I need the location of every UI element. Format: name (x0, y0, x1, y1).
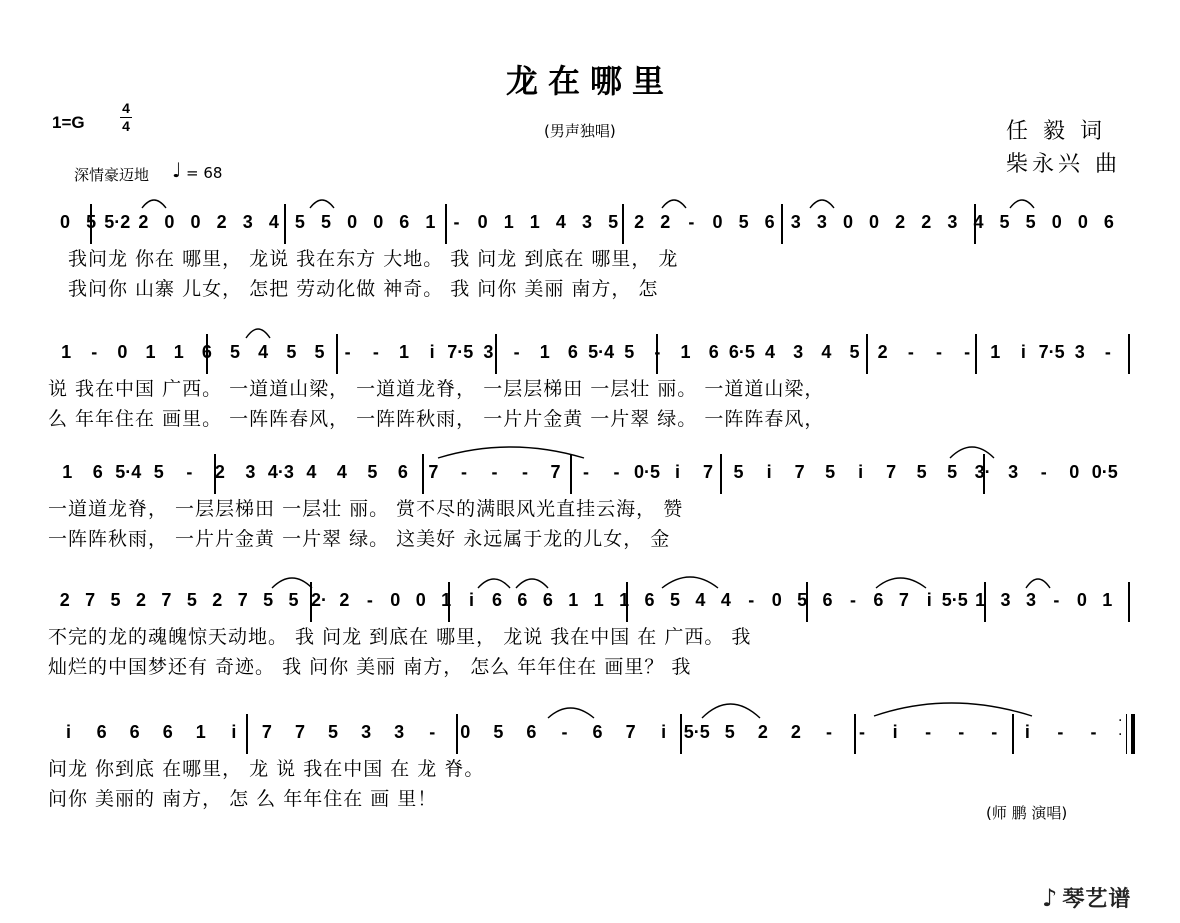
note-digit: - (613, 462, 620, 482)
note-digit: - (654, 342, 661, 362)
tempo-value: = 68 (186, 164, 223, 182)
note-digit: 0 (415, 590, 426, 610)
note-digit: 5 (608, 212, 619, 232)
note-digit: 6 (708, 342, 719, 362)
slur-arc (548, 708, 594, 718)
note-digit: 0 (60, 212, 71, 232)
note-digit: 5 (321, 212, 332, 232)
note-digit: 1 (680, 342, 691, 362)
lyric-verse-1: 一道道龙脊， 一层层梯田 一层壮 丽。 赏不尽的满眼风光直挂云海， 赞 (48, 498, 684, 520)
note-digit: 5 (110, 590, 121, 610)
note-digit: i (66, 722, 72, 742)
note-digit: 7 (898, 590, 909, 610)
note-digit: 5 (1025, 212, 1036, 232)
note-digit: 5 (86, 212, 97, 232)
note-digit: - (583, 462, 589, 482)
note-digit: i (892, 722, 898, 742)
note-digit: - (935, 342, 942, 362)
performance-note: (男声独唱) (544, 122, 616, 140)
note-digit: 4 (973, 212, 984, 232)
logo-text: 琴艺谱 (1062, 887, 1132, 912)
slur-arc (876, 578, 926, 588)
note-digit: - (748, 590, 755, 610)
note-digit: 7 (161, 590, 172, 610)
note-digit: - (688, 212, 695, 232)
note-digit: 5 (493, 722, 504, 742)
note-digit: 0 (869, 212, 880, 232)
note-digit: 0 (477, 212, 488, 232)
note-digit: 6 (129, 722, 140, 742)
note-digit: 6 (542, 590, 553, 610)
note-digit: i (1024, 722, 1030, 742)
note-digit: 5 (947, 462, 958, 482)
note-digit: 2 (634, 212, 645, 232)
note-digit: 5·5 (941, 590, 968, 610)
note-digit: 6 (92, 462, 103, 482)
logo-mark-icon: ♪ (1042, 884, 1059, 912)
note-digit: 2 (216, 212, 227, 232)
note-digit: i (1020, 342, 1026, 362)
song-title: 龙在哪里 (505, 62, 674, 100)
note-digit: 2· (310, 590, 328, 610)
lyric-verse-2: 问你 美丽的 南方， 怎 么 年年住在 画 里！ (48, 788, 438, 810)
note-digit: - (964, 342, 971, 362)
note-digit: 6 (491, 590, 503, 610)
note-digit: - (1090, 722, 1097, 742)
note-digit: 6 (397, 462, 408, 482)
note-digit: - (344, 342, 351, 362)
note-digit: - (850, 590, 856, 610)
note-digit: 0 (347, 212, 358, 232)
note-digit: 5 (186, 590, 197, 610)
quarter-note-icon: ♩ (172, 158, 182, 182)
note-digit: - (1104, 342, 1111, 362)
note-digit: 5·4 (115, 462, 142, 482)
note-digit: 0 (460, 722, 471, 742)
note-digit: 0 (1077, 212, 1088, 232)
note-digit: 3 (947, 212, 958, 232)
key-signature: 1=G (52, 113, 85, 132)
note-digit: - (958, 722, 965, 742)
note-digit: 1 (398, 342, 409, 362)
note-digit: 5 (367, 462, 378, 482)
note-digit: - (186, 462, 193, 482)
note-digit: 5 (288, 590, 299, 610)
note-digit: 3 (483, 342, 494, 362)
slur-arc (662, 577, 718, 588)
note-digit: - (1057, 722, 1064, 742)
tempo-marking: 深情豪迈地 (74, 166, 150, 184)
note-digit: 6 (1103, 212, 1114, 232)
note-digit: 5 (153, 462, 164, 482)
note-digit: 0 (164, 212, 175, 232)
note-digit: 0 (373, 212, 384, 232)
note-digit: 2 (339, 590, 350, 610)
note-digit: 5 (286, 342, 297, 362)
note-digit: 5·5 (683, 722, 710, 742)
note-digit: 5 (230, 342, 241, 362)
note-digit: i (231, 722, 237, 742)
lyric-verse-2: 么 年年住在 画里。 一阵阵春风， 一阵阵秋雨， 一片片金黄 一片翠 绿。 一阵阵春风， (48, 408, 825, 430)
slur-arc (438, 447, 584, 458)
note-digit: 7 (703, 462, 714, 482)
note-digit: 7 (85, 590, 96, 610)
note-digit: 4 (720, 590, 731, 610)
note-digit: 5 (733, 462, 744, 482)
slur-arc (1026, 579, 1050, 588)
note-digit: 2 (214, 462, 225, 482)
note-digit: 1 (425, 212, 436, 232)
slur-arc (662, 200, 686, 208)
note-digit: i (675, 462, 681, 482)
note-digit: 1 (619, 590, 630, 610)
note-digit: 1 (593, 590, 604, 610)
note-digit: 1 (173, 342, 184, 362)
lyric-verse-2: 灿烂的中国梦还有 奇迹。 我 问你 美丽 南方， 怎么 年年住在 画里？ 我 (48, 656, 692, 678)
note-digit: 1 (529, 212, 540, 232)
note-digit: - (825, 722, 832, 742)
note-digit: 5 (724, 722, 735, 742)
note-digit: 6 (822, 590, 833, 610)
slur-arc (272, 578, 312, 588)
note-digit: i (926, 590, 932, 610)
note-digit: 2 (877, 342, 888, 362)
note-digit: 5 (624, 342, 635, 362)
note-digit: - (491, 462, 498, 482)
note-digit: - (372, 342, 379, 362)
note-digit: - (907, 342, 914, 362)
note-digit: 5·4 (588, 342, 615, 362)
note-digit: 6 (96, 722, 107, 742)
note-digit: 3 (394, 722, 405, 742)
note-digit: 3 (242, 212, 253, 232)
note-digit: 5 (738, 212, 749, 232)
note-digit: 1 (62, 462, 73, 482)
note-digit: 4 (695, 590, 706, 610)
note-digit: 1 (441, 590, 452, 610)
lyric-verse-2: 我问你 山寨 儿女， 怎把 劳动化做 神奇。 我 问你 美丽 南方， 怎 (68, 278, 659, 300)
note-digit: 2 (138, 212, 149, 232)
time-signature-bottom: 4 (122, 118, 130, 134)
note-digit: 3 (361, 722, 372, 742)
note-digit: 2 (660, 212, 671, 232)
note-digit: 1 (503, 212, 514, 232)
slur-arc (310, 200, 334, 208)
note-digit: 6 (162, 722, 173, 742)
note-digit: 0 (117, 342, 128, 362)
note-digit: 3 (581, 212, 593, 232)
note-digit: 0·5 (634, 462, 661, 482)
note-digit: 3 (1008, 462, 1019, 482)
note-digit: 4 (555, 212, 566, 232)
note-digit: 5 (825, 462, 836, 482)
note-digit: 5 (669, 590, 681, 610)
note-digit: 7 (794, 462, 805, 482)
slur-arc (874, 703, 1032, 716)
lyric-verse-1: 不完的龙的魂魄惊天动地。 我 问龙 到底在 哪里， 龙说 我在中国 在 广西。 我 (48, 626, 752, 648)
slur-arc (702, 704, 760, 718)
note-digit: 7 (886, 462, 897, 482)
note-digit: - (991, 722, 998, 742)
note-digit: - (561, 722, 568, 742)
note-digit: - (453, 212, 460, 232)
note-digit: 4 (258, 342, 269, 362)
note-digit: i (429, 342, 435, 362)
lyric-verse-1: 我问龙 你在 哪里， 龙说 我在东方 大地。 我 问龙 到底在 哪里， 龙 (68, 248, 679, 270)
note-digit: - (366, 590, 373, 610)
note-digit: 3· (974, 462, 991, 482)
note-digit: - (91, 342, 98, 362)
note-digit: 4 (821, 342, 832, 362)
note-digit: 2 (135, 590, 147, 610)
note-digit: 4 (765, 342, 776, 362)
note-digit: 3 (245, 462, 256, 482)
note-digit: 6·5 (728, 342, 755, 362)
note-digit: 3 (1000, 590, 1011, 610)
note-digit: 7 (550, 462, 561, 482)
note-digit: i (661, 722, 667, 742)
note-digit: 3 (1074, 342, 1085, 362)
note-digit: i (469, 590, 475, 610)
note-digit: - (859, 722, 866, 742)
note-digit: 6 (644, 590, 655, 610)
note-digit: 0 (1076, 590, 1087, 610)
note-digit: 6 (517, 590, 528, 610)
note-digit: i (766, 462, 772, 482)
note-digit: 4 (268, 212, 279, 232)
note-digit: - (429, 722, 436, 742)
note-digit: 7 (261, 722, 272, 742)
note-digit: - (513, 342, 520, 362)
note-digit: 6 (526, 722, 537, 742)
note-digit: 7 (625, 722, 636, 742)
note-digit: 6 (764, 212, 775, 232)
composer-credit: 柴永兴 曲 (1006, 152, 1121, 177)
note-digit: 3 (816, 212, 827, 232)
note-digit: 5 (999, 212, 1010, 232)
note-digit: 5 (314, 342, 325, 362)
lyric-verse-1: 说 我在中国 广西。 一道道山梁， 一道道龙脊， 一层层梯田 一层壮 丽。 一道道山梁， (48, 378, 825, 400)
note-digit: 1 (195, 722, 206, 742)
note-digit: 0·5 (1091, 462, 1118, 482)
slur-arc (516, 579, 548, 588)
note-digit: - (925, 722, 932, 742)
note-digit: 5·2 (104, 212, 131, 232)
note-digit: - (1053, 590, 1060, 610)
note-digit: 0 (1069, 462, 1080, 482)
note-digit: 5 (328, 722, 339, 742)
note-digit: 7 (237, 590, 248, 610)
note-digit: 1 (145, 342, 156, 362)
note-digit: 1 (61, 342, 72, 362)
repeat-dots-icon: · · (1118, 713, 1123, 743)
note-digit: 3 (793, 342, 804, 362)
note-digit: 0 (190, 212, 201, 232)
slur-arc (1010, 200, 1034, 208)
note-digit: 6 (592, 722, 603, 742)
note-digit: 4 (306, 462, 317, 482)
note-digit: 5 (294, 212, 305, 232)
note-digit: 6 (201, 342, 212, 362)
performer-credit: (师 鹏 演唱) (986, 804, 1068, 822)
note-digit: 1 (539, 342, 550, 362)
slur-arc (246, 329, 270, 338)
time-signature-top: 4 (122, 100, 130, 116)
note-digit: 2 (59, 590, 70, 610)
note-digit: 1 (975, 590, 986, 610)
note-digit: 6 (399, 212, 410, 232)
note-digit: 5 (916, 462, 927, 482)
note-digit: 6 (873, 590, 884, 610)
lyric-verse-1: 问龙 你到底 在哪里， 龙 说 我在中国 在 龙 脊。 (48, 758, 485, 780)
slur-arc (950, 447, 994, 458)
note-digit: 0 (712, 212, 723, 232)
note-digit: 5 (849, 342, 860, 362)
note-digit: 3 (790, 212, 801, 232)
note-digit: - (521, 462, 528, 482)
slur-arc (810, 200, 834, 208)
note-digit: 2 (921, 212, 932, 232)
note-digit: 0 (390, 590, 401, 610)
note-digit: 1 (990, 342, 1001, 362)
note-digit: 7 (428, 462, 439, 482)
note-digit: 1 (1102, 590, 1113, 610)
note-digit: - (1040, 462, 1047, 482)
note-digit: 3 (1025, 590, 1037, 610)
note-digit: 6 (567, 342, 578, 362)
note-digit: 0 (1051, 212, 1062, 232)
note-digit: 4 (336, 462, 347, 482)
note-digit: 2 (212, 590, 223, 610)
note-digit: 2 (757, 722, 768, 742)
note-digit: 4·3 (267, 462, 294, 482)
note-digit: 2 (790, 722, 801, 742)
lyric-verse-2: 一阵阵秋雨， 一片片金黄 一片翠 绿。 这美好 永远属于龙的儿女， 金 (48, 528, 671, 550)
note-digit: - (460, 462, 467, 482)
note-digit: 1 (568, 590, 579, 610)
note-digit: 5 (263, 590, 274, 610)
note-digit: 0 (842, 212, 853, 232)
slur-arc (478, 579, 510, 588)
note-digit: 0 (771, 590, 782, 610)
note-digit: 5 (797, 590, 808, 610)
slur-arc (142, 200, 166, 208)
note-digit: 7·5 (447, 342, 474, 362)
lyricist-credit: 任 毅 词 (1006, 119, 1106, 144)
note-digit: 7·5 (1038, 342, 1065, 362)
note-digit: 2 (895, 212, 906, 232)
note-digit: 7 (294, 722, 305, 742)
note-digit: i (858, 462, 864, 482)
